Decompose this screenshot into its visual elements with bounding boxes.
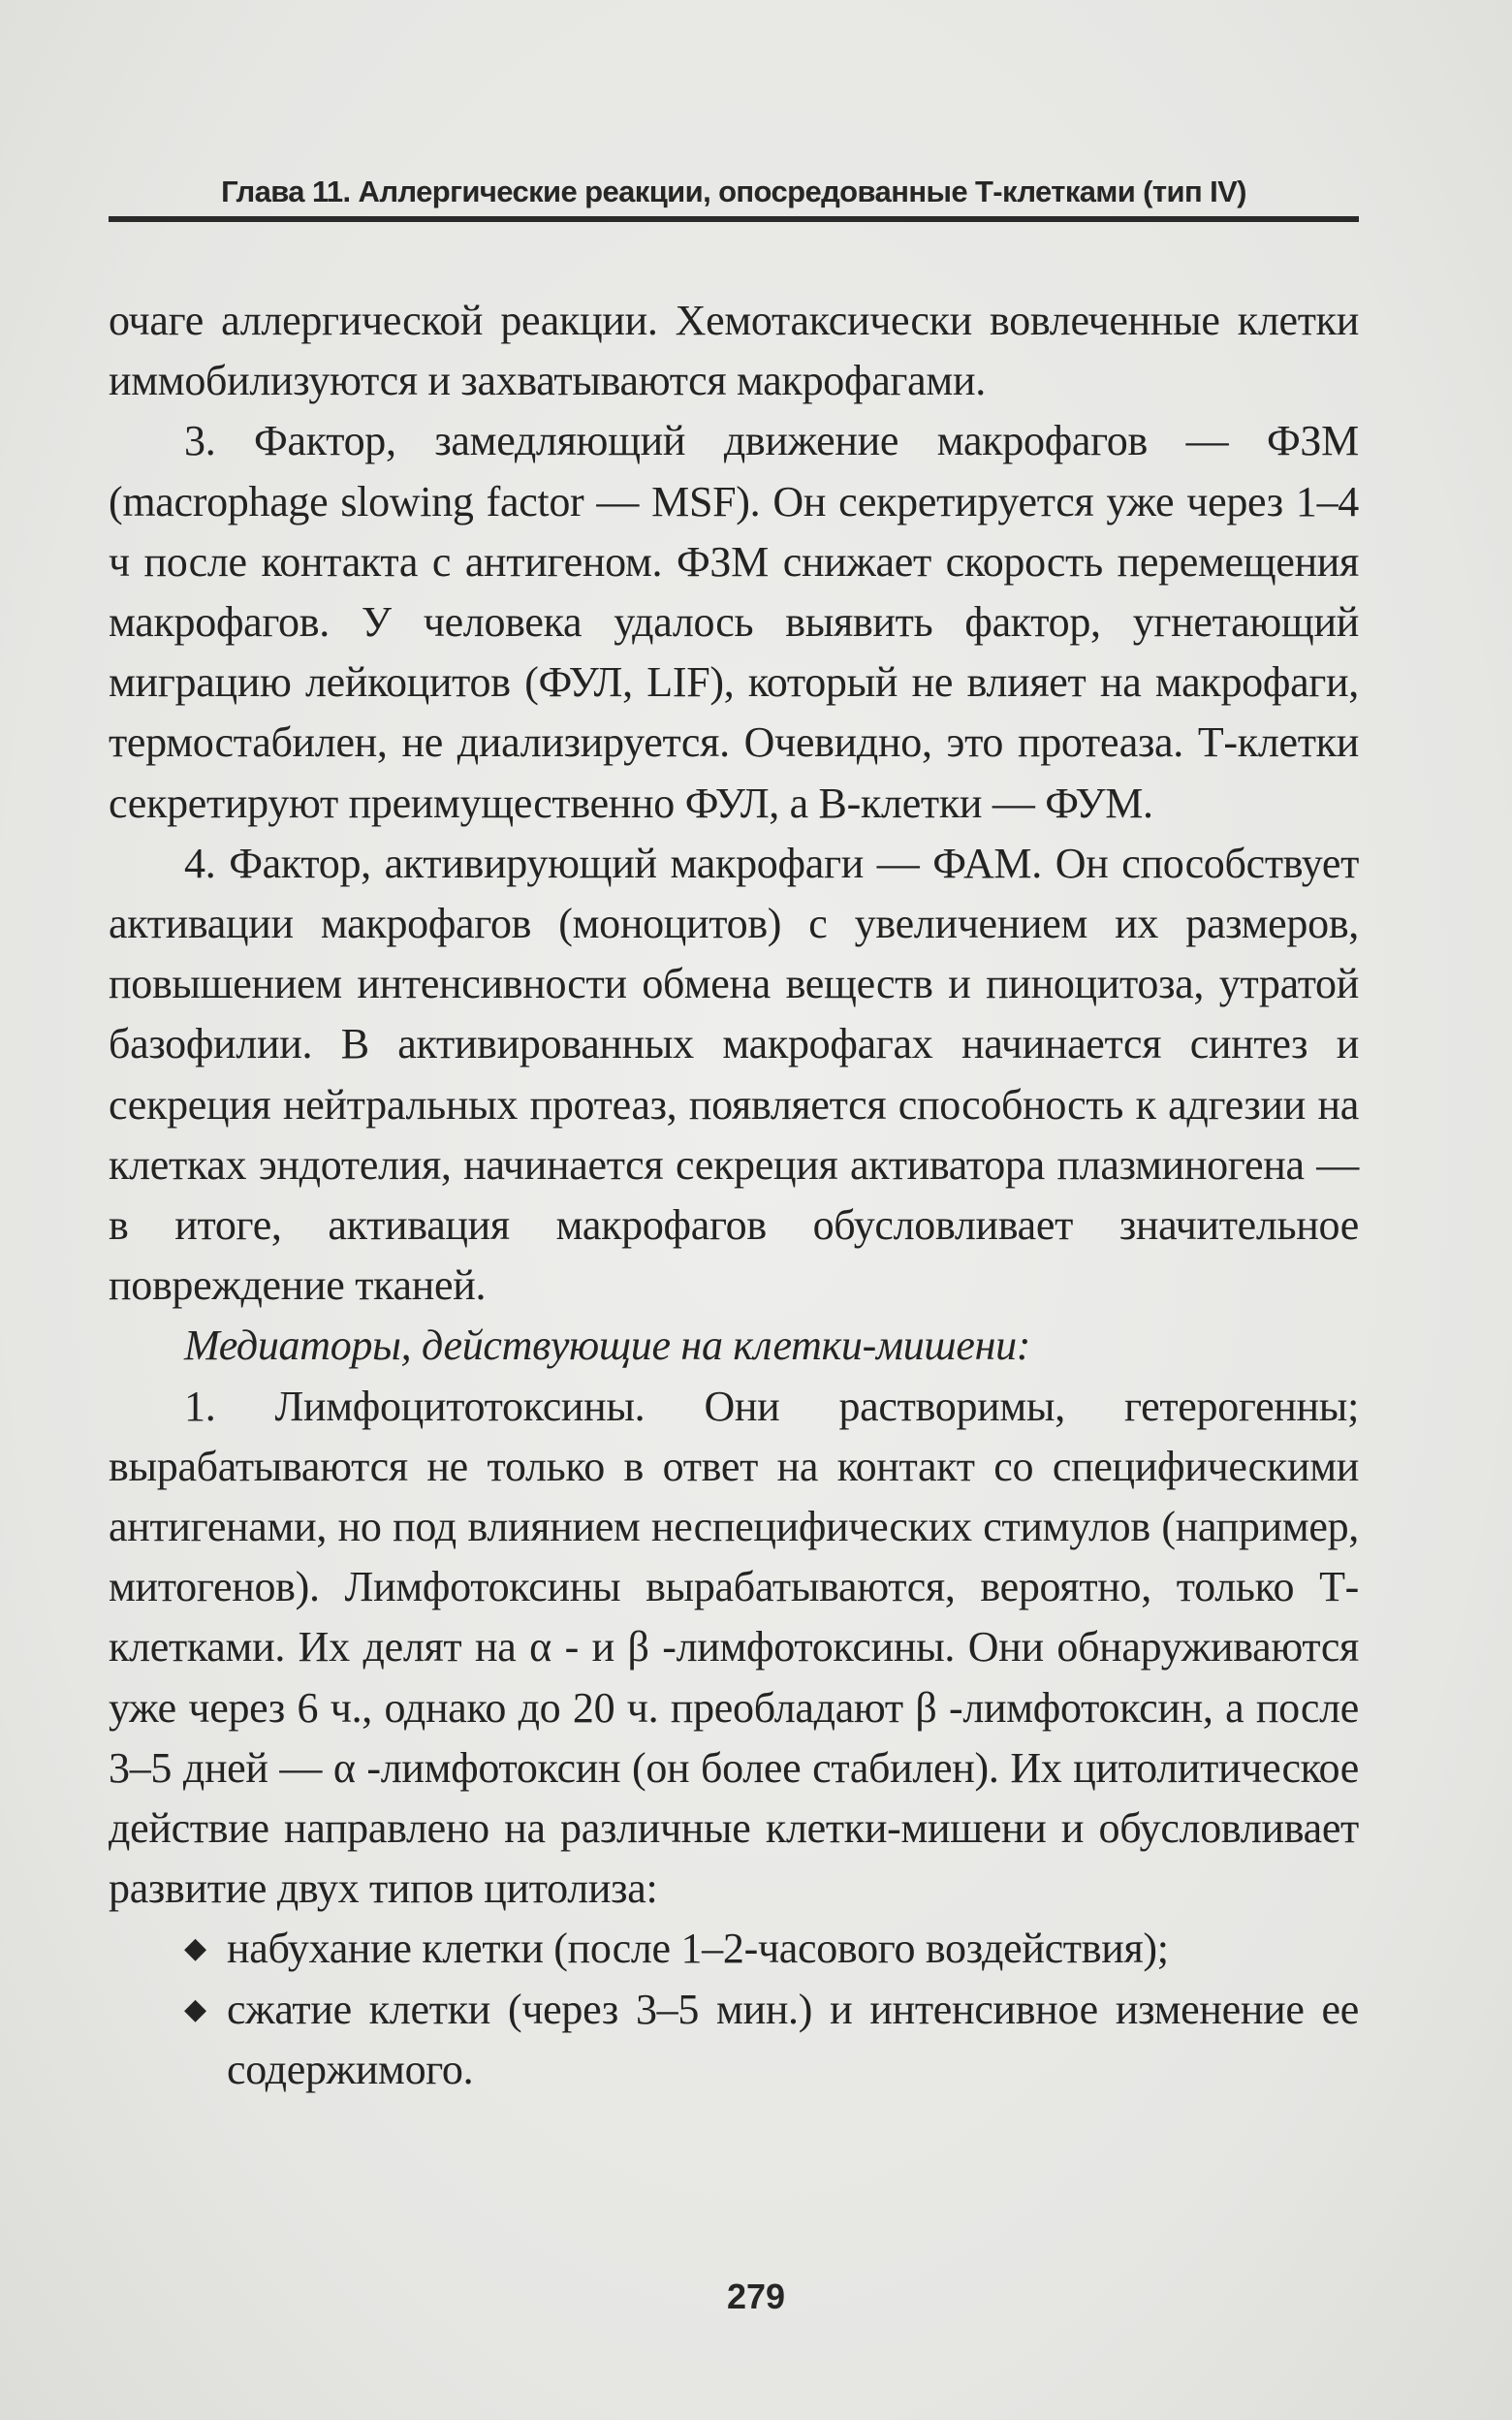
header-rule [109, 216, 1359, 222]
list-item [109, 1919, 1359, 1979]
subheading-mediators: Медиаторы, действующие на клетки-мишени: [184, 1321, 1031, 1370]
running-head: Глава 11. Аллергические реакции, опосредованные Т-клетками (тип IV) [221, 175, 1246, 208]
paragraph-factor-4: 4. Фактор, активирующий макрофаги — ФАМ. Он способствует активации макрофагов (моноцитов) с увеличением их размеров, повышением интенсивности обмена веществ и пиноцитоза, утратой базофилии. В активированных макрофагах начинается синтез и секреция нейтральных протеаз, появляется способность к адгезии на клетках эндотелия, начинается секреция активатора плазминогена — в итоге, активация макрофагов обусловливает значительное повреждение тканей. [109, 839, 1359, 1310]
diamond-bullet-icon: ◆ [184, 1932, 206, 1965]
bullet-list [109, 1919, 1359, 2100]
paragraph-continued: очаге аллергической реакции. Хемотаксически вовлеченные клетки иммобилизуются и захватываются макрофагами. [109, 297, 1359, 405]
list-item-text: набухание клетки (после 1–2-часового воздействия); [227, 1925, 1169, 1973]
paragraph-factor-3: 3. Фактор, замедляющий движение макрофагов — ФЗМ (macrophage slowing factor — MSF). Он секретируется уже через 1–4 ч после контакта с антигеном. ФЗМ снижает скорость перемещения макрофагов. У человека удалось выявить фактор, угнетающий миграцию лейкоцитов (ФУЛ, LIF), который не влияет на макрофаги, термостабилен, не диализируется. Очевидно, это протеаза. Т-клетки секретируют преимущественно ФУЛ, а В-клетки — ФУМ. [109, 417, 1359, 827]
list-item-text: сжатие клетки (через 3–5 мин.) и интенсивное изменение ее содержимого. [227, 1985, 1359, 2093]
list-item [109, 1980, 1359, 2100]
page-number: 279 [726, 2277, 786, 2316]
body-text [109, 291, 1359, 2100]
paragraph-lymphotoxins: 1. Лимфоцитотоксины. Они растворимы, гетерогенны; вырабатываются не только в ответ на контакт со специфическими антигенами, но под влиянием неспецифических стимулов (например, митогенов). Лимфотоксины вырабатываются, вероятно, только Т-клетками. Их делят на α - и β -лимфотоксины. Они обнаруживаются уже через 6 ч., однако до 20 ч. преобладают β -лимфотоксин, а после 3–5 дней — α -лимфотоксин (он более стабилен). Их цитолитическое действие направлено на различные клетки-мишени и обусловливает развитие двух типов цитолиза: [109, 1382, 1359, 1913]
diamond-bullet-icon: ◆ [184, 1992, 206, 2025]
